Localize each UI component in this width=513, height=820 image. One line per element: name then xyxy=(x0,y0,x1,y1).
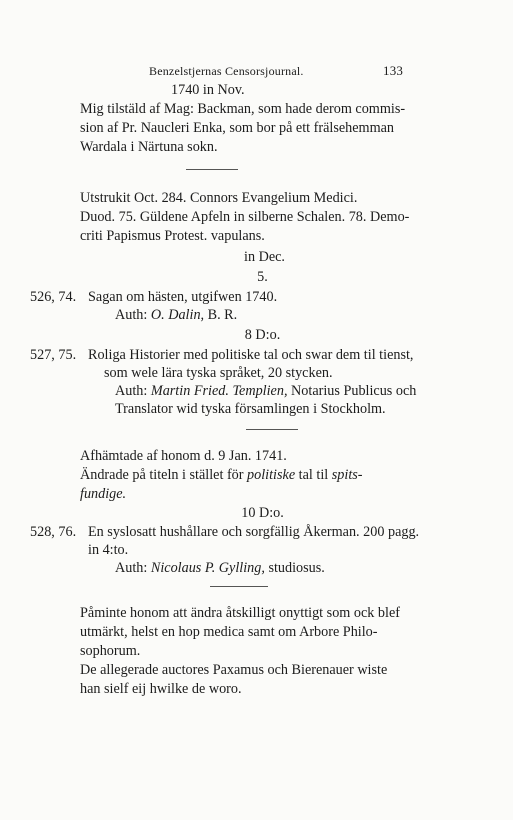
day-heading: 5. xyxy=(257,269,268,285)
text-line: in 4:to. xyxy=(88,542,129,558)
text-line xyxy=(80,485,126,504)
running-title: Benzelstjernas Censorsjournal. xyxy=(149,64,304,78)
page-number: 133 xyxy=(383,63,404,78)
text-line: sophorum. xyxy=(80,643,141,659)
entry-title: Roliga Historier med politiske tal och swar dem til tienst, xyxy=(88,347,414,363)
author-name: Nicolaus P. Gylling, xyxy=(150,560,265,576)
text-line: utmärkt, helst en hop medica samt om Arbore Philo- xyxy=(80,624,378,640)
text-line: De allegerade auctores Paxamus och Bierenauer wiste xyxy=(80,662,388,678)
text-line: Wardala i Närtuna sokn. xyxy=(80,139,218,155)
author-label: Auth: xyxy=(115,307,148,323)
text-line: Mig tilstäld af Mag: Backman, som hade derom commis- xyxy=(80,101,406,117)
italic-segment: politiske xyxy=(247,467,296,483)
text-line: han sielf eij hwilke de woro. xyxy=(80,681,242,697)
section-divider xyxy=(210,586,268,587)
author-rest: B. R. xyxy=(207,307,238,323)
text-line: Duod. 75. Güldene Apfeln in silberne Schalen. 78. Demo- xyxy=(80,209,410,225)
text-line: criti Papismus Protest. vapulans. xyxy=(80,228,265,244)
text-line xyxy=(80,466,363,485)
author-rest: Notarius Publicus och xyxy=(291,383,417,399)
date-heading: 1740 in Nov. xyxy=(171,82,245,98)
text-line: Utstrukit Oct. 284. Connors Evangelium Medici. xyxy=(80,190,358,206)
author-label: Auth: xyxy=(115,383,148,399)
text-segment: tal til xyxy=(298,467,329,483)
text-line: som wele lära tyska språket, 20 stycken. xyxy=(104,365,333,381)
author-line xyxy=(115,306,237,325)
day-heading: 10 D:o. xyxy=(241,505,284,521)
text-line: Afhämtade af honom d. 9 Jan. 1741. xyxy=(80,448,287,464)
italic-segment: fundige. xyxy=(80,486,127,502)
text-segment: Ändrade på titeln i stället för xyxy=(80,467,244,483)
entry-number: 526, 74. xyxy=(30,289,77,305)
text-line: Påminte honom att ändra åtskilligt onyttigt som ock blef xyxy=(80,605,400,621)
author-name: O. Dalin, xyxy=(150,307,205,323)
text-line: Translator wid tyska församlingen i Stockholm. xyxy=(115,401,386,417)
day-heading: 8 D:o. xyxy=(244,327,281,343)
author-rest: studiosus. xyxy=(268,560,325,576)
entry-number: 528, 76. xyxy=(30,524,77,540)
section-divider xyxy=(246,429,298,430)
author-line xyxy=(115,382,416,401)
author-name: Martin Fried. Templien, xyxy=(150,383,288,399)
section-divider xyxy=(186,169,238,170)
author-label: Auth: xyxy=(115,560,148,576)
date-heading: in Dec. xyxy=(244,249,285,265)
entry-number: 527, 75. xyxy=(30,347,77,363)
italic-segment: spits- xyxy=(331,467,363,483)
author-line xyxy=(115,559,325,578)
entry-title: Sagan om hästen, utgifwen 1740. xyxy=(88,289,278,305)
entry-title: En syslosatt hushållare och sorgfällig Åkerman. 200 pagg. xyxy=(88,524,420,540)
text-line: sion af Pr. Naucleri Enka, som bor på ett frälsehemman xyxy=(80,120,395,136)
